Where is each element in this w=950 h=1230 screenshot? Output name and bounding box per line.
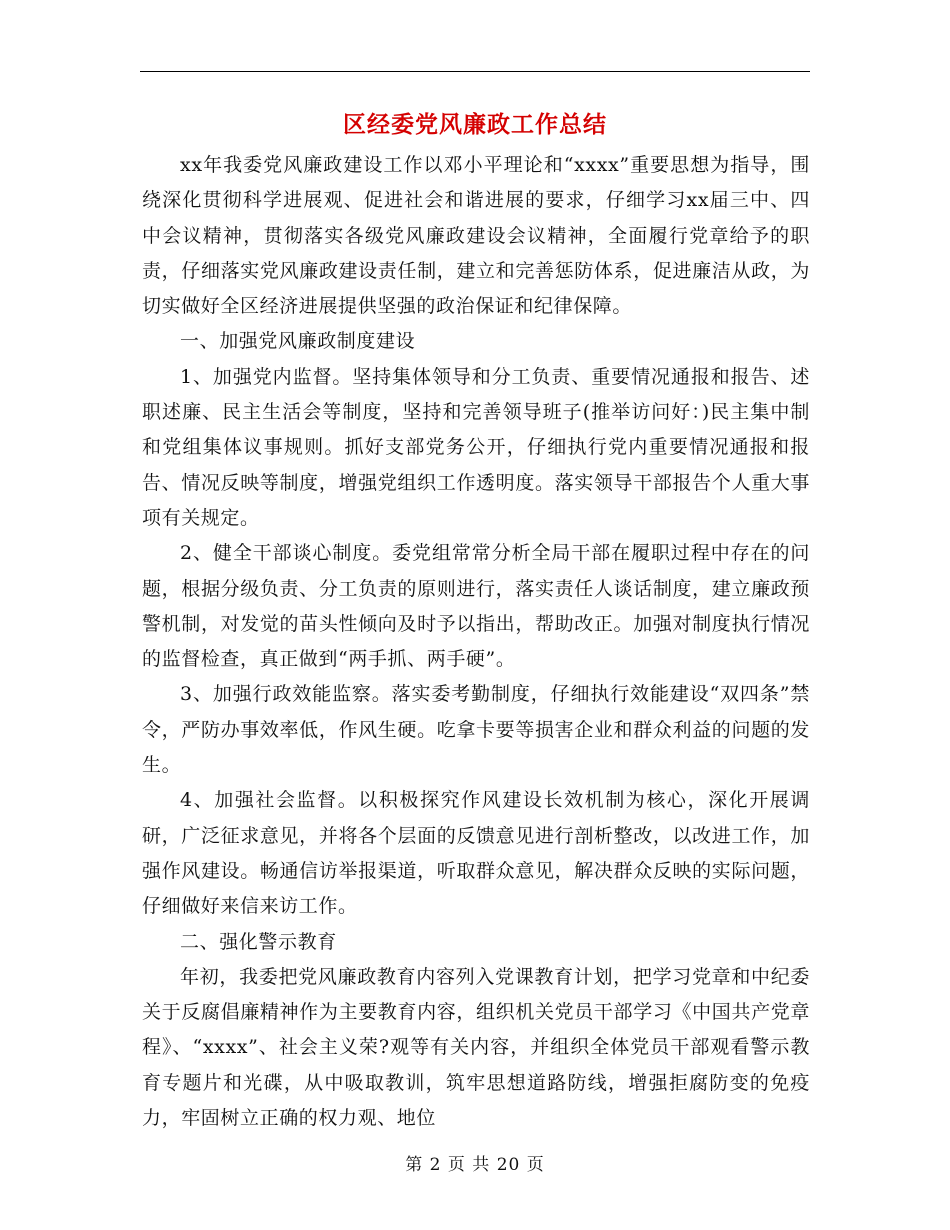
paragraph-item-3: 3、加强行政效能监察。落实委考勤制度，仔细执行效能建设“双四条”禁令，严防办事效率低，作风生硬。吃拿卡要等损害企业和群众利益的问题的发生。 — [142, 683, 810, 777]
paragraph-item-4: 4、加强社会监督。以积极探究作风建设长效机制为核心，深化开展调研，广泛征求意见，并将各个层面的反馈意见进行剖析整改，以改进工作，加强作风建设。畅通信访举报渠道，听取群众意见，解决群众反映的实际问题，仔细做好来信来访工作。 — [142, 789, 810, 918]
document-title: 区经委党风廉政工作总结 — [343, 112, 607, 138]
section-heading-2: 二、强化警示教育 — [180, 930, 337, 953]
section-heading-1: 一、加强党风廉政制度建设 — [180, 330, 416, 353]
paragraph-education: 年初，我委把党风廉政教育内容列入党课教育计划，把学习党章和中纪委关于反腐倡廉精神作为主要教育内容，组织机关党员干部学习《中国共产党章程》、“xxxx”、社会主义荣?观等有关内容，并组织全体党员干部观看警示教育专题片和光碟，从中吸取教训，筑牢思想道路防线，增强拒腐防变的免疫力，牢固树立正确的权力观、地位 — [142, 965, 810, 1130]
paragraph-item-2: 2、健全干部谈心制度。委党组常常分析全局干部在履职过程中存在的问题，根据分级负责、分工负责的原则进行，落实责任人谈话制度，建立廉政预警机制，对发觉的苗头性倾向及时予以指出，帮助改正。加强对制度执行情况的监督检查，真正做到“两手抓、两手硬”。 — [142, 542, 810, 671]
header-rule — [140, 71, 810, 72]
paragraph-intro: xx年我委党风廉政建设工作以邓小平理论和“xxxx”重要思想为指导，围绕深化贯彻科学进展观、促进社会和谐进展的要求，仔细学习xx届三中、四中会议精神，贯彻落实各级党风廉政建设会议精神，全面履行党章给予的职责，仔细落实党风廉政建设责任制，建立和完善惩防体系，促进廉洁从政，为切实做好全区经济进展提供坚强的政治保证和纪律保障。 — [142, 154, 810, 318]
paragraph-item-1: 1、加强党内监督。坚持集体领导和分工负责、重要情况通报和报告、述职述廉、民主生活会等制度，坚持和完善领导班子(推举访问好：)民主集中制和党组集体议事规则。抓好支部党务公开，仔细执行党内重要情况通报和报告、情况反映等制度，增强党组织工作透明度。落实领导干部报告个人重大事项有关规定。 — [142, 365, 810, 529]
page-number: 第 2 页 共 20 页 — [405, 1155, 545, 1175]
document-body — [142, 148, 810, 1136]
